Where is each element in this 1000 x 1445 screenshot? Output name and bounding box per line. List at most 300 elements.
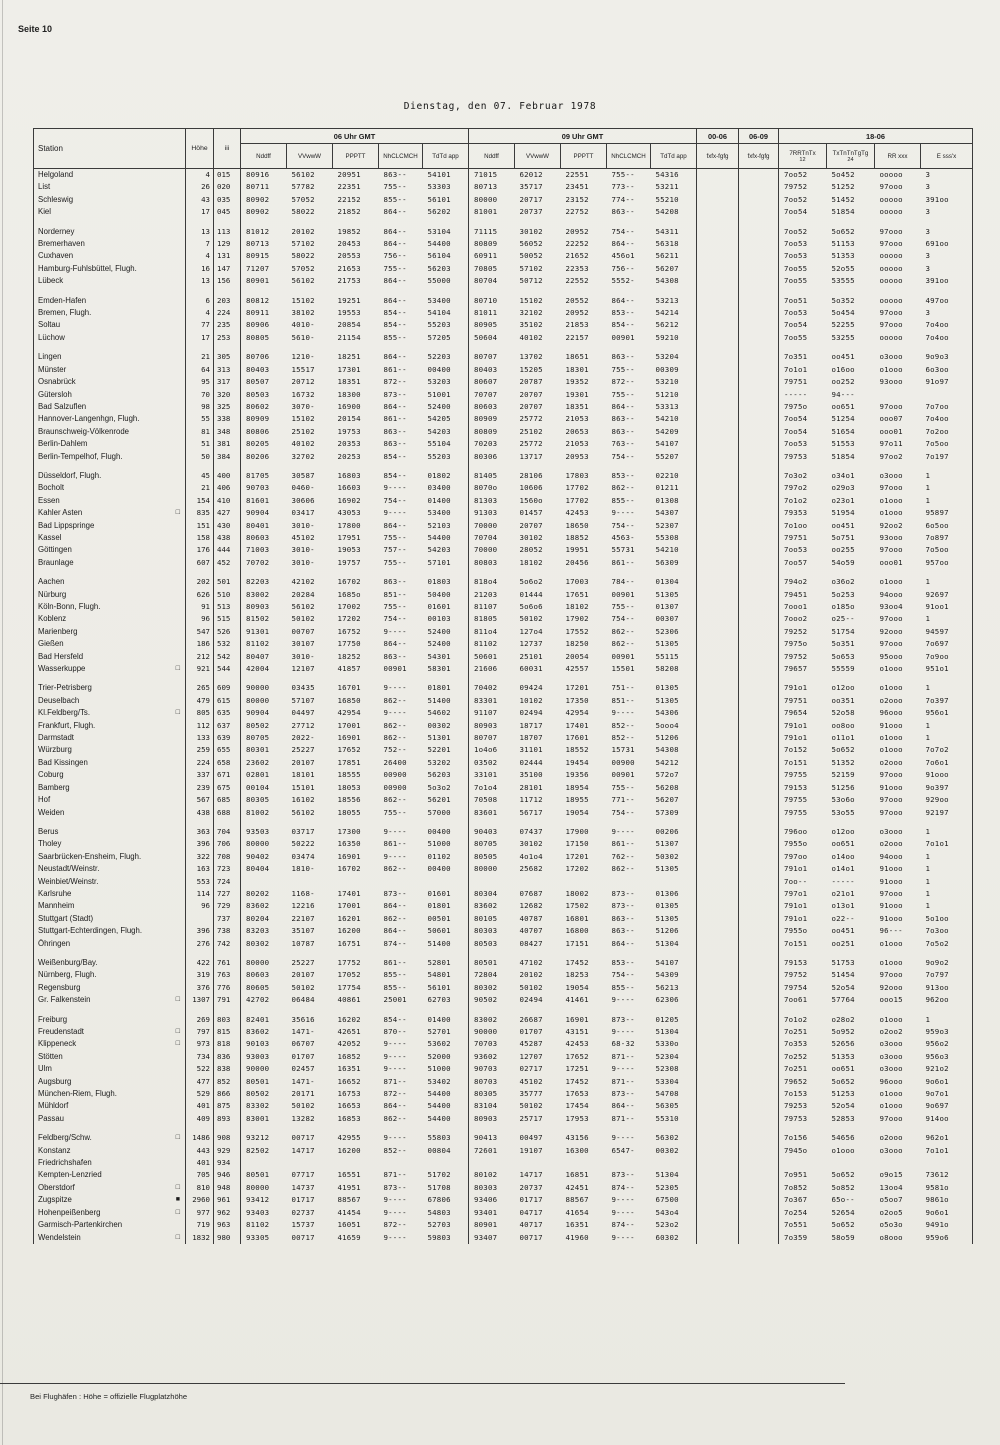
wind-06-09-value <box>739 913 779 925</box>
hoehe-value: 810 <box>186 1182 214 1194</box>
obs09-value: 56207 <box>655 795 679 805</box>
obs06-value: 42004 <box>241 663 287 675</box>
station-cell <box>34 1051 186 1063</box>
hoehe-value: 43 <box>186 194 214 206</box>
wind-06-09-value <box>739 376 779 388</box>
obs06-value: 51400 <box>427 695 451 705</box>
station-cell <box>34 1232 186 1244</box>
station-cell <box>34 1182 186 1194</box>
station-row <box>34 732 973 744</box>
summary-value: 97ooo <box>879 1113 903 1123</box>
obs09-value: 42453 <box>565 1039 589 1049</box>
obs09-value: 41960 <box>565 1232 589 1242</box>
obs06-value: 40861 <box>337 995 361 1005</box>
iii-value: 818 <box>214 1038 241 1050</box>
obs09-value: 56208 <box>655 782 679 792</box>
summary-value: 51553 <box>831 439 855 449</box>
wind-00-06-value <box>697 807 739 819</box>
wind-00-06-value <box>697 682 739 694</box>
obs09-value: 56309 <box>655 557 679 567</box>
obs09-value: 00901 <box>611 332 635 342</box>
station-name: Coburg <box>38 770 64 780</box>
spacer-cell <box>241 219 469 226</box>
station-row <box>34 507 973 519</box>
station-row <box>34 876 973 888</box>
obs06-value: 43053 <box>337 508 361 518</box>
station-name: Wasserkuppe <box>38 664 86 674</box>
station-cell <box>34 876 186 888</box>
summary-value: o21o1 <box>831 888 855 898</box>
summary-value: 791o1 <box>779 863 827 875</box>
obs09-value: 90703 <box>469 1063 515 1075</box>
wind-06-09-value <box>739 413 779 425</box>
obs06-value: 873-- <box>383 1182 407 1192</box>
summary-value: 91ooo <box>879 720 903 730</box>
obs09-value: 25772 <box>519 439 543 449</box>
station-cell <box>34 1207 186 1219</box>
obs06-value <box>241 876 287 888</box>
obs09-value: 13702 <box>519 352 543 362</box>
summary-value: 13oo4 <box>879 1182 903 1192</box>
obs06-value: 80713 <box>241 238 287 250</box>
summary-value: o2ooo <box>879 695 903 705</box>
obs06-value: 862-- <box>383 1113 407 1123</box>
obs09-value: 873-- <box>611 1089 635 1099</box>
summary-value: 9491o <box>921 1219 973 1231</box>
summary-value: 51353 <box>831 251 855 261</box>
station-row <box>34 613 973 625</box>
obs06-value: 21753 <box>337 276 361 286</box>
obs06-value: 20453 <box>337 239 361 249</box>
station-cell <box>34 695 186 707</box>
obs06-value: 01803 <box>427 577 451 587</box>
hoehe-value: 921 <box>186 663 214 675</box>
spacer-cell <box>214 569 241 576</box>
obs06-value: 756-- <box>383 251 407 261</box>
hoehe-value: 13 <box>186 226 214 238</box>
station-name: Oberstdorf <box>38 1182 75 1192</box>
obs06-value: 16850 <box>337 695 361 705</box>
wind-06-09-value <box>739 826 779 838</box>
station-name: Kassel <box>38 532 62 542</box>
station-row <box>34 206 973 218</box>
obs09-value: 871-- <box>611 1051 635 1061</box>
spacer-cell <box>697 1007 739 1014</box>
obs06-value: 42052 <box>337 1039 361 1049</box>
summary-value: o2ooo <box>879 757 903 767</box>
summary-value: o11o1 <box>831 733 855 743</box>
obs06-value: 755-- <box>383 532 407 542</box>
obs06-value: 864-- <box>383 226 407 236</box>
station-cell <box>34 319 186 331</box>
obs09-value: 17350 <box>565 695 589 705</box>
obs09-value: 18552 <box>565 745 589 755</box>
wind-00-06-value <box>697 451 739 463</box>
station-row <box>34 401 973 413</box>
station-name: Bad Kissingen <box>38 757 88 767</box>
obs09-value: 543o4 <box>655 1207 679 1217</box>
summary-value: o3ooo <box>879 1064 903 1074</box>
summary-column-header <box>875 144 921 169</box>
obs06-value: 16603 <box>337 483 361 493</box>
obs06-value: 20107 <box>291 970 315 980</box>
summary-value: o14oo <box>831 851 855 861</box>
obs06-value: 83203 <box>241 925 287 937</box>
obs09-value: 80304 <box>469 888 515 900</box>
station-name: Norderney <box>38 226 75 236</box>
wind-00-06-value <box>697 626 739 638</box>
summary-value: 7o251 <box>779 1026 827 1038</box>
obs06-value: 80000 <box>241 957 287 969</box>
obs06-value: 57000 <box>427 807 451 817</box>
summary-value: 79753 <box>779 1113 827 1125</box>
group-header-18-06: 18-06 <box>779 129 973 144</box>
obs06-value: 16202 <box>337 1014 361 1024</box>
summary-value: 9o6o1 <box>921 1076 973 1088</box>
obs09-value: 52307 <box>655 520 679 530</box>
summary-value: 1 <box>921 876 973 888</box>
summary-value: 94ooo <box>879 851 903 861</box>
summary-value: 93oo4 <box>879 602 903 611</box>
obs09-value: 91107 <box>469 707 515 719</box>
station-name: München-Riem, Flugh. <box>38 1089 117 1099</box>
summary-value: 956o3 <box>921 1051 973 1063</box>
summary-value: 7oo52 <box>779 226 827 238</box>
station-cell <box>34 307 186 319</box>
station-cell <box>34 426 186 438</box>
summary-value: o2ooo <box>879 839 903 849</box>
iii-value: 727 <box>214 888 241 900</box>
iii-value: 961 <box>214 1194 241 1206</box>
summary-value: 91ooo <box>921 769 973 781</box>
obs06-value: 57052 <box>291 194 315 204</box>
obs06-value: 00103 <box>427 614 451 624</box>
summary-value: 7975o <box>779 638 827 650</box>
summary-value: 791o1 <box>779 682 827 694</box>
obs06-value: 80502 <box>241 1088 287 1100</box>
wind-00-06-value <box>697 1038 739 1050</box>
obs09-value: 56052 <box>519 239 543 249</box>
obs09-value: 16801 <box>565 913 589 923</box>
summary-value: 51753 <box>831 957 855 967</box>
summary-value: 96--- <box>879 926 903 936</box>
obs06-value: 41454 <box>337 1207 361 1217</box>
obs06-value: 42102 <box>291 577 315 587</box>
summary-value: 7o359 <box>779 1232 827 1244</box>
obs06-value: 80501 <box>241 1169 287 1181</box>
station-name: Lübeck <box>38 276 64 286</box>
obs06-value: 20951 <box>337 170 361 179</box>
spacer-cell <box>186 288 214 295</box>
summary-value: 51353 <box>831 1051 855 1061</box>
spacer-cell <box>469 463 697 470</box>
wind-06-09-value <box>739 720 779 732</box>
obs09-value: 774-- <box>611 194 635 204</box>
spacer-cell <box>469 950 697 957</box>
obs09-value: 853-- <box>611 957 635 967</box>
spacer-cell <box>469 819 697 826</box>
station-row <box>34 482 973 494</box>
summary-value: o185o <box>831 602 855 611</box>
obs06-value: 35107 <box>291 926 315 936</box>
obs09-value <box>469 876 515 888</box>
summary-value: 52853 <box>831 1113 855 1123</box>
wind-00-06-value <box>697 1014 739 1026</box>
obs06-value: 21154 <box>337 332 361 342</box>
obs06-value: 9---- <box>383 1064 407 1074</box>
obs06-value: 58022 <box>291 207 315 217</box>
summary-value: 957oo <box>921 557 973 569</box>
obs09-value: 56211 <box>655 251 679 261</box>
station-flag-icon: □ <box>175 996 180 1004</box>
obs06-value: 01400 <box>427 495 451 505</box>
summary-column-header-label: RR xxx <box>887 152 908 160</box>
station-name: Zugspitze <box>38 1195 72 1205</box>
obs06-value: 854-- <box>383 470 407 480</box>
summary-value: 691oo <box>921 238 973 250</box>
summary-value: 1 <box>921 576 973 588</box>
station-row <box>34 169 973 182</box>
spacer-cell <box>779 569 973 576</box>
summary-value: 7oo54 <box>779 319 827 331</box>
obs09-value: 54308 <box>655 276 679 286</box>
station-cell <box>34 807 186 819</box>
summary-value: 797o1 <box>779 888 827 900</box>
wind-06-09-value <box>739 1038 779 1050</box>
wind-06-09-value <box>739 1194 779 1206</box>
obs06-value: 52000 <box>427 1051 451 1061</box>
wind-00-06-value <box>697 238 739 250</box>
station-name: Passau <box>38 1113 65 1123</box>
obs06-value: 3010- <box>291 520 315 530</box>
iii-value: 045 <box>214 206 241 218</box>
summary-value: 52656 <box>831 1039 855 1049</box>
obs09-value: 80302 <box>469 982 515 994</box>
obs09-value <box>561 876 607 888</box>
station-cell <box>34 169 186 182</box>
obs09-value: 9---- <box>611 1027 635 1036</box>
summary-value: 5o652 <box>831 1170 855 1180</box>
obs09-value: 70805 <box>469 263 515 275</box>
obs06-value: 62703 <box>427 995 451 1005</box>
wind-00-06-value <box>697 1194 739 1206</box>
obs06-value: 9---- <box>383 1232 407 1242</box>
iii-value: 510 <box>214 589 241 601</box>
summary-column-header-label: fxfx-fgfg <box>706 152 729 160</box>
station-row <box>34 319 973 331</box>
summary-value: o2ooo <box>879 1133 903 1143</box>
obs09-value: 57309 <box>655 807 679 817</box>
obs06-value: 56102 <box>291 170 315 179</box>
summary-value: 7o852 <box>779 1182 827 1194</box>
obs09-value: 52306 <box>655 626 679 636</box>
hoehe-value: 396 <box>186 838 214 850</box>
summary-value: 79654 <box>779 707 827 719</box>
obs09-value: 853-- <box>611 308 635 318</box>
summary-value: o16oo <box>831 364 855 374</box>
summary-value: 1 <box>921 613 973 625</box>
spacer-cell <box>34 675 186 682</box>
obs06-value: 02457 <box>291 1064 315 1074</box>
obs06-value: 90904 <box>241 507 287 519</box>
wind-00-06-value <box>697 1169 739 1181</box>
station-cell <box>34 938 186 950</box>
obs06-value: 1471- <box>291 1076 315 1086</box>
summary-value: 9861o <box>921 1194 973 1206</box>
station-cell <box>34 226 186 238</box>
wind-06-09-value <box>739 651 779 663</box>
summary-value: o12oo <box>831 683 855 693</box>
station-name: Helgoland <box>38 170 74 179</box>
obs09-value: 20707 <box>519 520 543 530</box>
summary-value: 79751 <box>779 376 827 388</box>
obs06-value: 00901 <box>383 664 407 674</box>
obs06-value: 54803 <box>427 1207 451 1217</box>
obs06-value: 864-- <box>383 901 407 911</box>
hoehe-value: 96 <box>186 613 214 625</box>
spacer-cell <box>241 819 469 826</box>
obs06-value: 03717 <box>291 826 315 836</box>
obs06-value: 00501 <box>427 913 451 923</box>
wind-00-06-value <box>697 794 739 806</box>
wind-06-09-value <box>739 863 779 875</box>
obs09-value: 80403 <box>469 364 515 376</box>
summary-value <box>875 389 921 401</box>
spacer-cell <box>34 1125 186 1132</box>
obs09-value: 80303 <box>469 1182 515 1194</box>
summary-value: 796oo <box>779 826 827 838</box>
obs09-value: 17653 <box>565 1089 589 1099</box>
obs09-value: 51305 <box>655 864 679 874</box>
obs09-value: 1o4o6 <box>469 744 515 756</box>
obs06-value: 20171 <box>291 1089 315 1099</box>
obs09-value: 16901 <box>565 1014 589 1024</box>
obs06-value: 16900 <box>337 401 361 411</box>
column-header-hoehe: Höhe <box>186 129 214 169</box>
obs09-value: 9---- <box>611 1195 635 1205</box>
hoehe-value: 259 <box>186 744 214 756</box>
obs09-value: 17151 <box>565 938 589 948</box>
summary-value: o36o2 <box>831 577 855 587</box>
obs09-value: 80903 <box>469 720 515 732</box>
obs06-value: 80812 <box>241 295 287 307</box>
summary-value: o1ooo <box>831 1145 855 1155</box>
obs-column-header <box>651 144 697 169</box>
iii-value: 815 <box>214 1026 241 1038</box>
obs09-value: 754-- <box>611 614 635 624</box>
station-cell <box>34 994 186 1006</box>
hoehe-value: 376 <box>186 982 214 994</box>
obs09-value: 80505 <box>469 851 515 863</box>
obs09-value: 5330o <box>655 1039 679 1049</box>
obs09-value: 83601 <box>469 807 515 819</box>
summary-value: o1ooo <box>879 745 903 755</box>
obs09-value: 17201 <box>565 683 589 693</box>
station-row <box>34 389 973 401</box>
obs09-value: 80703 <box>469 1076 515 1088</box>
obs09-value: 755-- <box>611 602 635 611</box>
wind-00-06-value <box>697 413 739 425</box>
wind-06-09-value <box>739 626 779 638</box>
summary-value: 7oo57 <box>779 557 827 569</box>
obs06-value: 16201 <box>337 913 361 923</box>
obs-column-header-label: NhCLCMCH <box>611 152 646 160</box>
obs09-value: 25682 <box>519 864 543 874</box>
obs09-value: 54212 <box>655 757 679 767</box>
summary-value: 1 <box>921 470 973 482</box>
summary-value: 1 <box>921 720 973 732</box>
station-row <box>34 376 973 388</box>
spacer-cell <box>469 219 697 226</box>
iii-value: 724 <box>214 876 241 888</box>
obs09-value: 15205 <box>519 364 543 374</box>
spacer-cell <box>697 569 739 576</box>
summary-value: ooooo <box>879 295 903 305</box>
station-name: Würzburg <box>38 745 72 755</box>
obs09-value: 53210 <box>655 377 679 387</box>
summary-value: 956o2 <box>921 1038 973 1050</box>
obs09-value: 8070o <box>469 482 515 494</box>
iii-value: 946 <box>214 1169 241 1181</box>
obs09-value: 16800 <box>565 926 589 936</box>
obs06-value: 15737 <box>291 1220 315 1230</box>
obs06-value: 0460- <box>291 483 315 493</box>
obs-column-header <box>379 144 423 169</box>
obs06-value: 81002 <box>241 807 287 819</box>
obs06-value: 18300 <box>337 389 361 399</box>
obs06-value: 41659 <box>337 1232 361 1242</box>
wind-06-09-value <box>739 332 779 344</box>
summary-value: 7o1oo <box>779 520 827 532</box>
obs09-value: 03502 <box>469 757 515 769</box>
hoehe-value: 529 <box>186 1088 214 1100</box>
station-cell <box>34 364 186 376</box>
obs06-value: 82502 <box>241 1145 287 1157</box>
obs09-value: 18955 <box>565 795 589 805</box>
obs06-value: 854-- <box>383 320 407 330</box>
station-row <box>34 888 973 900</box>
station-cell <box>34 1157 186 1169</box>
summary-value: o1ooo <box>879 683 903 693</box>
obs09-value: 02494 <box>519 995 543 1005</box>
obs06-value: 83602 <box>241 900 287 912</box>
obs06-value: 56203 <box>427 770 451 780</box>
obs06-value: 17754 <box>337 982 361 992</box>
obs06-value: 52103 <box>427 520 451 530</box>
obs09-value: 42954 <box>565 708 589 718</box>
summary-value: 7o152 <box>779 744 827 756</box>
station-name: Bad Hersfeld <box>38 651 84 661</box>
obs06-value: 50222 <box>291 839 315 849</box>
wind-00-06-value <box>697 482 739 494</box>
spacer-cell <box>779 950 973 957</box>
obs09-value: 56212 <box>655 320 679 330</box>
obs06-value: 13282 <box>291 1113 315 1123</box>
station-cell <box>34 389 186 401</box>
summary-value: 96ooo <box>879 1076 903 1086</box>
summary-value: ooo15 <box>879 995 903 1005</box>
obs-column-header-label: NhCLCMCH <box>383 152 418 160</box>
wind-00-06-value <box>697 426 739 438</box>
obs06-value: 42955 <box>337 1133 361 1143</box>
summary-value: 97ooo <box>879 770 903 780</box>
wind-06-09-value <box>739 507 779 519</box>
obs09-value: 17900 <box>565 826 589 836</box>
spacer-cell <box>186 1125 214 1132</box>
obs06-value: 12216 <box>291 901 315 911</box>
obs09-value: 11712 <box>519 795 543 805</box>
hoehe-value: 719 <box>186 1219 214 1231</box>
